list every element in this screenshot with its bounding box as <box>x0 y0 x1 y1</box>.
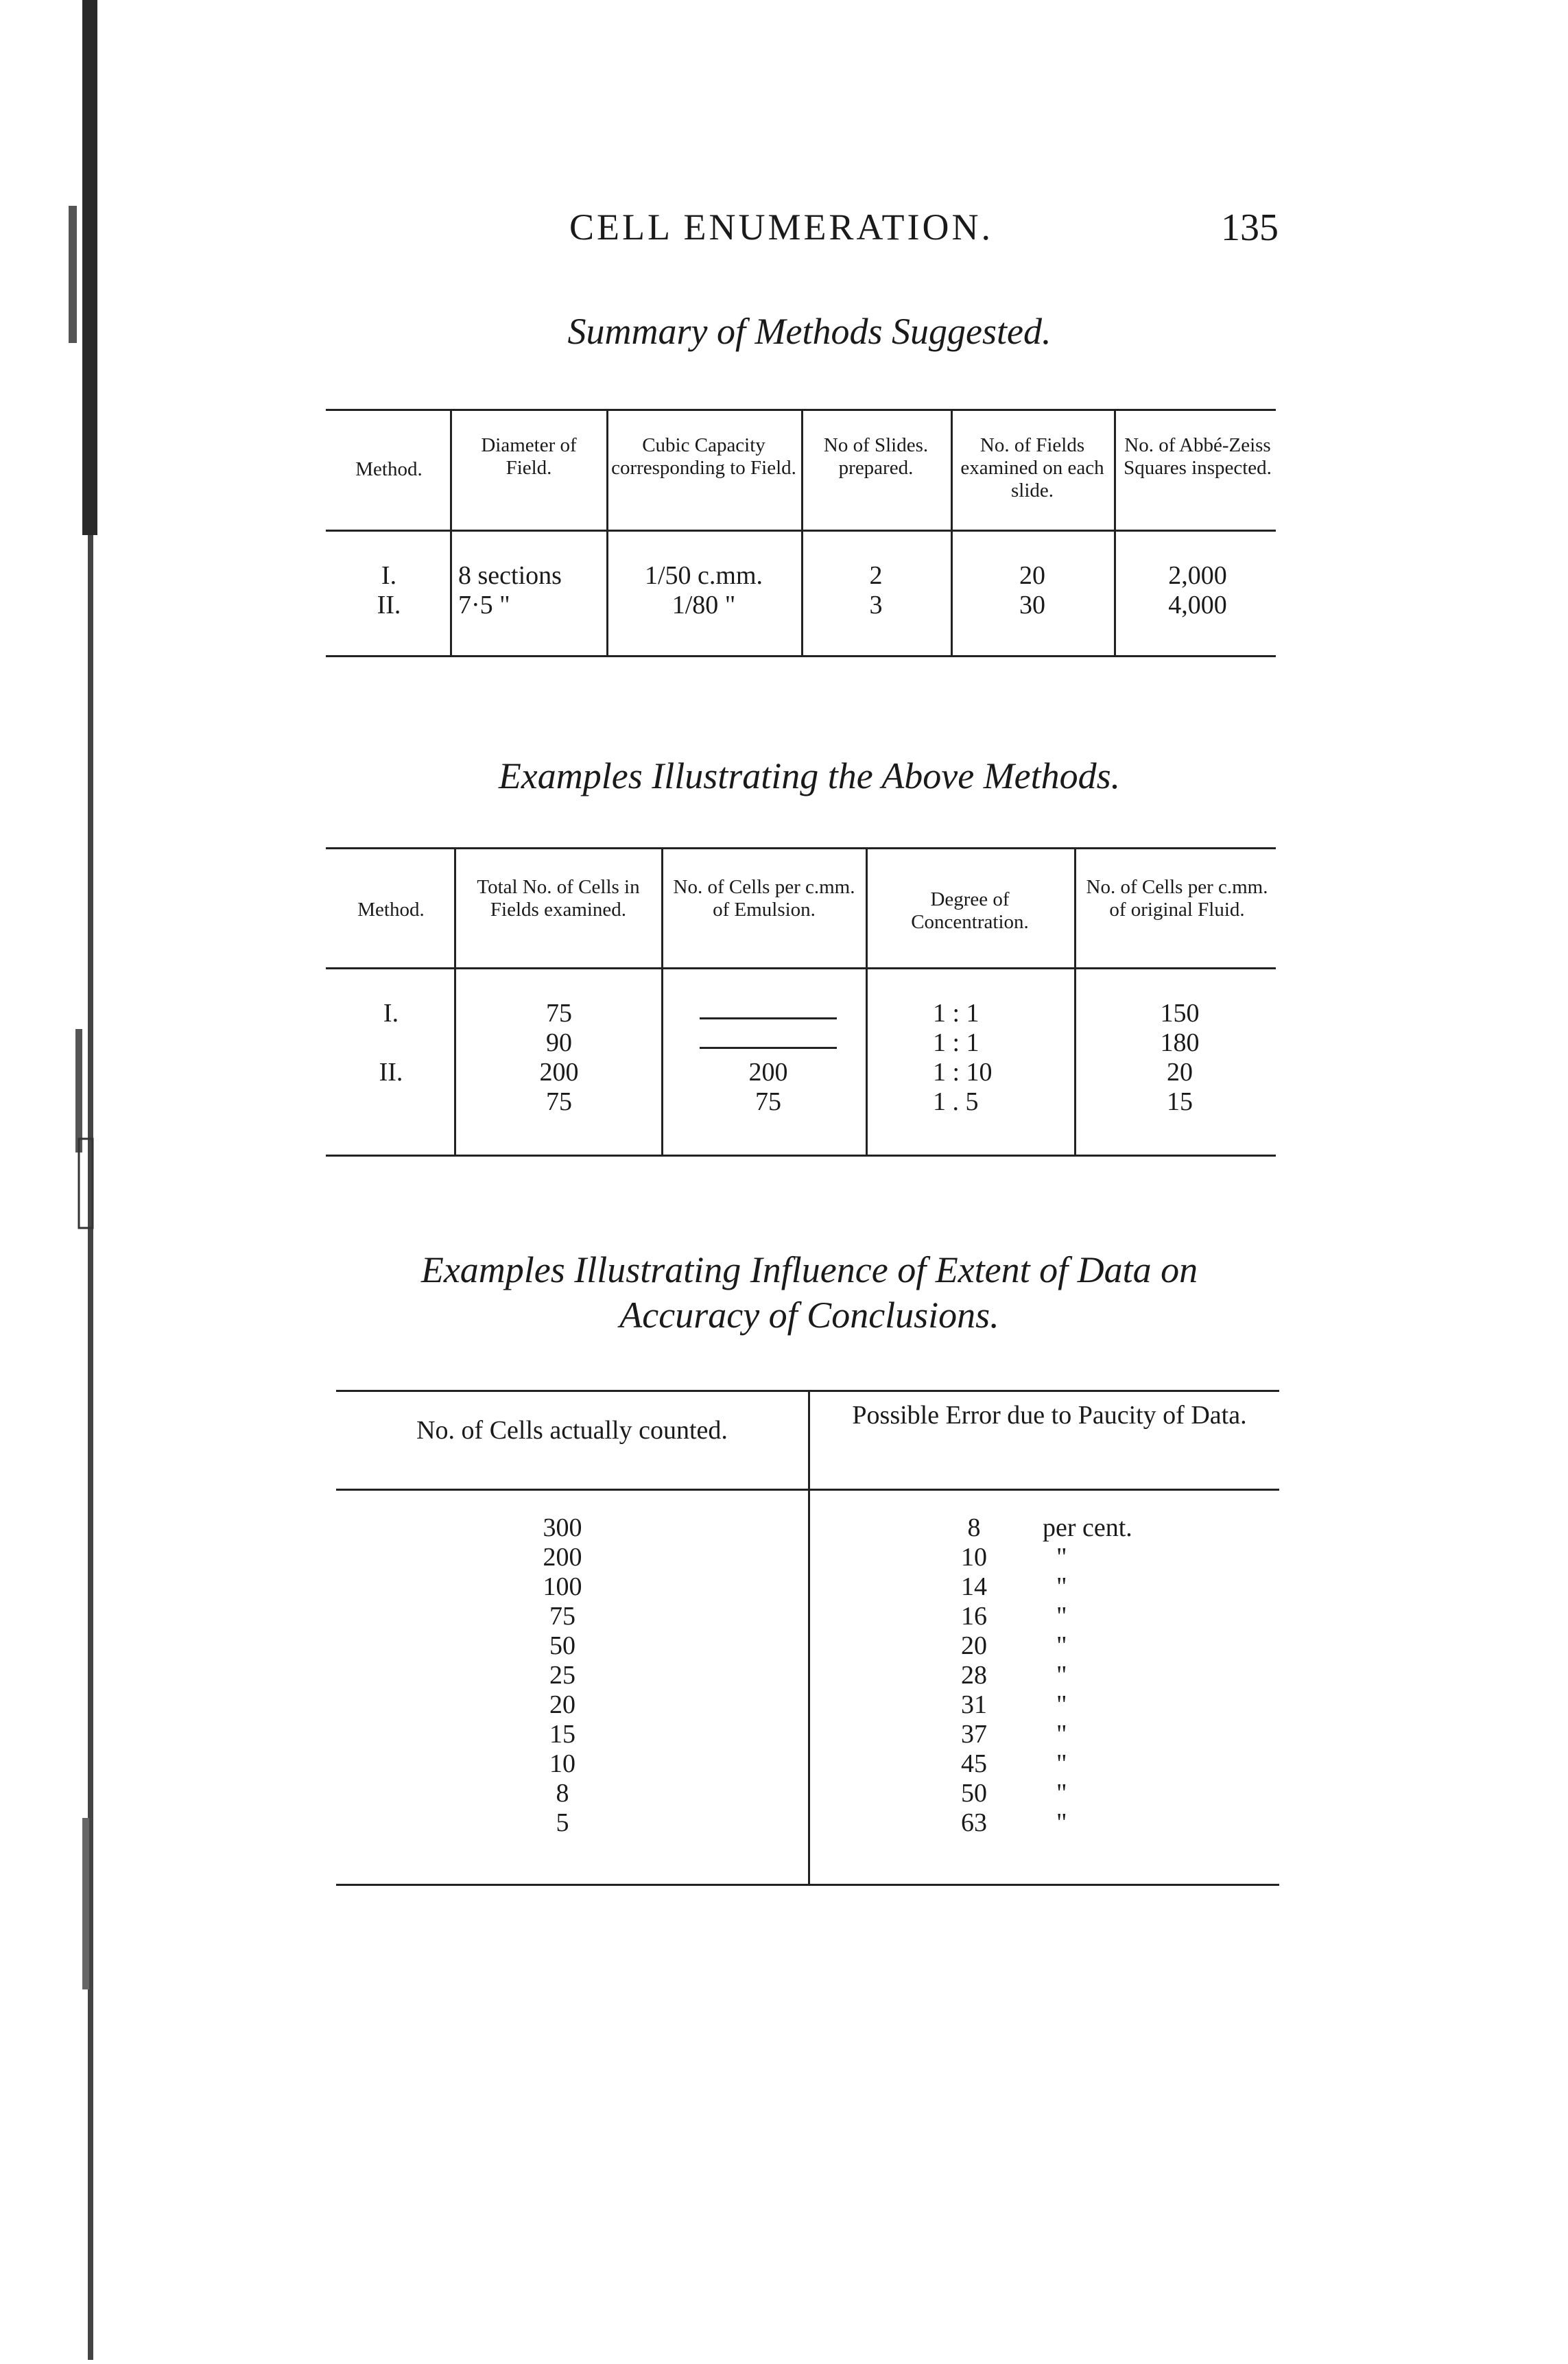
table1-header-slides: No of Slides. prepared. <box>823 434 929 479</box>
table1-header-method: Method. <box>355 458 423 480</box>
table1-row2-squares: 4,000 <box>1168 591 1227 619</box>
table3-col-divider <box>808 1390 810 1884</box>
table2-col-divider <box>1074 847 1076 1155</box>
table2-emulsion-cell: 200 <box>748 1058 788 1087</box>
table1-header-fields: No. of Fields examined on each slide. <box>960 434 1104 501</box>
table2-bottom-rule <box>326 1155 1276 1157</box>
table1-row2-capacity: 1/80 " <box>672 591 736 619</box>
table2-original-cell: 15 <box>1167 1087 1193 1116</box>
table2-concentration-cell: 1 : 1 <box>933 999 979 1028</box>
table2-total-cell: 200 <box>539 1058 579 1087</box>
table1-row1-capacity: 1/50 c.mm. <box>644 561 763 590</box>
table2-header-method: Method. <box>357 899 425 921</box>
table3-bottom-rule <box>336 1884 1279 1886</box>
table2-col-divider <box>454 847 456 1155</box>
table3-error-value: 31 <box>961 1690 987 1719</box>
table3-error-unit: " <box>1056 1661 1067 1690</box>
table1-row2-diameter: 7·5 " <box>458 591 510 619</box>
table1-header-capacity: Cubic Capacity corresponding to Field. <box>611 434 796 479</box>
table3-counted-cell: 25 <box>549 1661 575 1690</box>
table1-col-divider <box>801 409 803 655</box>
table1-bottom-rule <box>326 655 1276 657</box>
table3-error-unit: " <box>1056 1808 1067 1837</box>
binding-edge <box>0 0 103 2364</box>
table2-col-divider <box>661 847 663 1155</box>
table3-error-value: 45 <box>961 1749 987 1778</box>
table1-row1-diameter: 8 sections <box>458 561 562 590</box>
table2-header-rule <box>326 967 1276 969</box>
table3-error-value: 20 <box>961 1631 987 1660</box>
table2-top-rule <box>326 847 1276 849</box>
table3-error-value: 10 <box>961 1543 987 1572</box>
table2-emulsion-cell: 75 <box>755 1087 781 1116</box>
table3-header-error: Possible Error due to Paucity of Data. <box>852 1401 1247 1430</box>
table2-original-cell: 180 <box>1160 1028 1200 1057</box>
table2-emulsion-dash <box>700 1017 837 1019</box>
table2-header-emulsion: No. of Cells per c.mm. of Emulsion. <box>673 876 855 921</box>
table2-header-total: Total No. of Cells in Fields examined. <box>477 876 640 921</box>
table1-row1-slides: 2 <box>869 561 883 590</box>
table1-row2-method: II. <box>377 591 401 619</box>
table3-error-value: 8 <box>967 1513 981 1542</box>
table1-row2-fields: 30 <box>1019 591 1045 619</box>
table3-error-unit: " <box>1056 1749 1067 1778</box>
table1-row1-squares: 2,000 <box>1168 561 1227 590</box>
table2-concentration-cell: 1 . 5 <box>933 1087 979 1116</box>
table3-error-unit: " <box>1056 1690 1067 1719</box>
table3-error-value: 28 <box>961 1661 987 1690</box>
table3-counted-cell: 20 <box>549 1690 575 1719</box>
table3-error-unit: " <box>1056 1631 1067 1660</box>
table3-counted-cell: 100 <box>543 1572 582 1601</box>
table3-error-unit: " <box>1056 1543 1067 1572</box>
table3-counted-cell: 50 <box>549 1631 575 1660</box>
table2-method-label: I. <box>383 999 399 1028</box>
table3-counted-cell: 10 <box>549 1749 575 1778</box>
running-head: CELL ENUMERATION. <box>569 206 993 248</box>
table2-emulsion-dash <box>700 1047 837 1049</box>
table3-error-unit: " <box>1056 1602 1067 1631</box>
table3-counted-cell: 75 <box>549 1602 575 1631</box>
table3-header-counted: No. of Cells actually counted. <box>416 1416 728 1445</box>
table1-row1-method: I. <box>381 561 397 590</box>
table2-original-cell: 20 <box>1167 1058 1193 1087</box>
table3-error-value: 50 <box>961 1779 987 1808</box>
table1-row1-fields: 20 <box>1019 561 1045 590</box>
table2-original-cell: 150 <box>1160 999 1200 1028</box>
table3-counted-cell: 200 <box>543 1543 582 1572</box>
table3-error-value: 14 <box>961 1572 987 1601</box>
table2-header-original: No. of Cells per c.mm. of original Fluid. <box>1086 876 1268 921</box>
table2-total-cell: 75 <box>546 1087 572 1116</box>
table2-method-label: II. <box>379 1058 403 1087</box>
page-number: 135 <box>1221 206 1279 249</box>
table1-col-divider <box>450 409 452 655</box>
table3-error-unit: " <box>1056 1720 1067 1749</box>
table2-total-cell: 75 <box>546 999 572 1028</box>
table2-concentration-cell: 1 : 1 <box>933 1028 979 1057</box>
table3-counted-cell: 15 <box>549 1720 575 1749</box>
table3-caption-line2: Accuracy of Conclusions. <box>619 1295 999 1336</box>
table1-col-divider <box>606 409 608 655</box>
table2-total-cell: 90 <box>546 1028 572 1057</box>
table3-error-unit: per cent. <box>1043 1513 1132 1542</box>
table3-counted-cell: 8 <box>556 1779 569 1808</box>
table1-caption: Summary of Methods Suggested. <box>567 311 1052 352</box>
table3-counted-cell: 300 <box>543 1513 582 1542</box>
table2-header-concentration: Degree of Concentration. <box>911 888 1029 933</box>
table3-counted-cell: 5 <box>556 1808 569 1837</box>
table1-header-diameter: Diameter of Field. <box>481 434 577 479</box>
table3-error-unit: " <box>1056 1779 1067 1808</box>
table1-col-divider <box>951 409 953 655</box>
table2-col-divider <box>866 847 868 1155</box>
table1-row2-slides: 3 <box>869 591 883 619</box>
table2-caption: Examples Illustrating the Above Methods. <box>498 755 1121 796</box>
table3-caption-line1: Examples Illustrating Influence of Extent of Data on <box>420 1249 1198 1290</box>
table1-col-divider <box>1114 409 1116 655</box>
table2-concentration-cell: 1 : 10 <box>933 1058 993 1087</box>
table1-header-squares: No. of Abbé-Zeiss Squares inspected. <box>1124 434 1272 479</box>
table3-error-value: 63 <box>961 1808 987 1837</box>
table3-error-value: 37 <box>961 1720 987 1749</box>
table3-error-unit: " <box>1056 1572 1067 1601</box>
table3-error-value: 16 <box>961 1602 987 1631</box>
